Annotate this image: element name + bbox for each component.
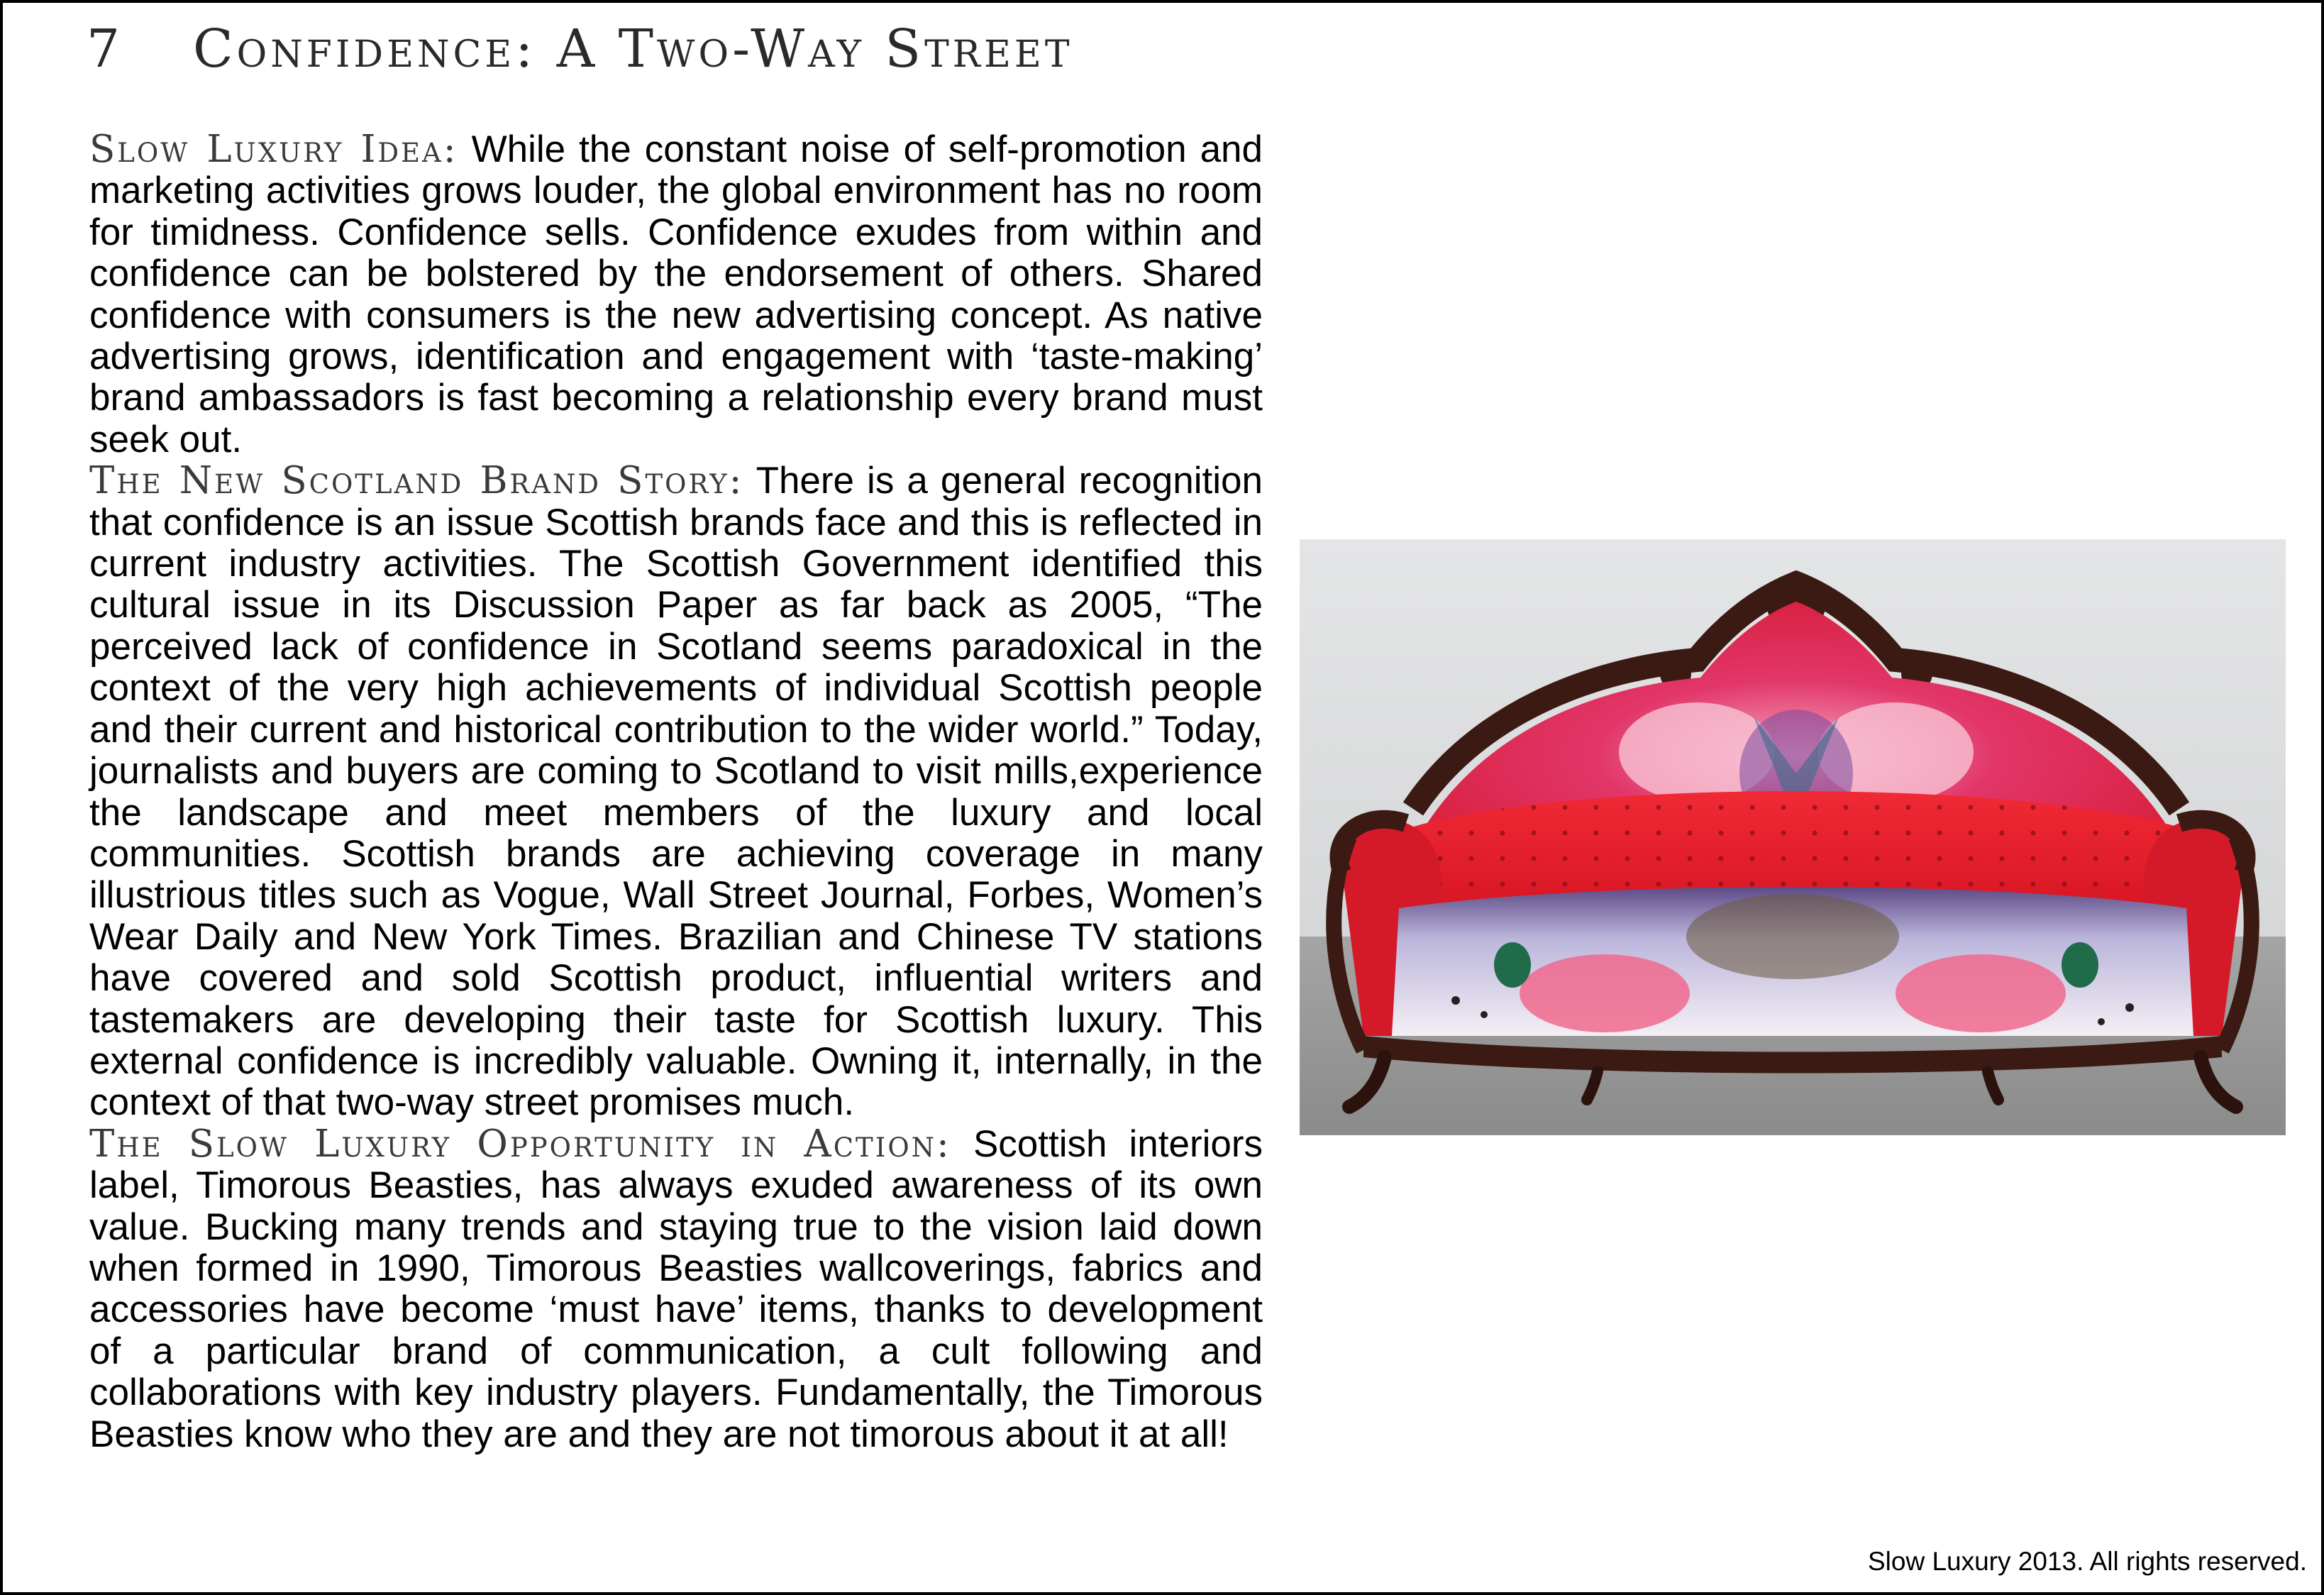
section-title: Confidence: A Two-Way Street: [193, 18, 1073, 79]
paragraph-text: Scottish interiors label, Timorous Beasties, has always exuded awareness of its own value. Bucking many trends and staying true to the vision laid down when formed in 1990, Timorous Beasties wallcoverings, fabrics and accessories have become ‘must have’ items, thanks to development of a particular brand of communication, a cult following and collaborations with key industry players. Fundamentally, the Timorous Beasties know who they are and they are not timorous about it at all!: [89, 1122, 1263, 1455]
paragraph-opportunity-in-action: [89, 1124, 1263, 1455]
paragraph-scotland-brand-story: [89, 460, 1263, 1124]
paragraph-text: There is a general recognition that confidence is an issue Scottish brands face and this is reflected in current industry activities. The Scottish Government identified this cultural issue in its Discussion Paper as far back as 2005, “The perceived lack of confidence in Scotland seems paradoxical in the context of the very high achievements of individual Scottish people and their current and historical contribution to the wider world.” Today, journalists and buyers are coming to Scotland to visit mills,experience the landscape and meet members of the luxury and local communities. Scottish brands are achieving coverage in many illustrious titles such as Vogue, Wall Street Journal, Forbes, Women’s Wear Daily and New York Times. Brazilian and Chinese TV stations have covered and sold Scottish product, influential writers and tastemakers are developing their taste for Scottish luxury. This external confidence is incredibly valuable. Owning it, internally, in the context of that two-way street promises much.: [89, 460, 1263, 1124]
paragraph-heading: Slow Luxury Idea:: [89, 128, 458, 171]
sofa-photo: [1300, 539, 2286, 1135]
article-body: [89, 129, 1263, 1455]
paragraph-slow-luxury-idea: [89, 129, 1263, 460]
paragraph-heading: The New Scotland Brand Story:: [89, 459, 744, 503]
page-title: [87, 18, 1264, 89]
paragraph-text: While the constant noise of self-promotion and marketing activities grows louder, the global environment has no room for timidness. Confidence sells. Confidence exudes from within and confidence can be bolstered by the endorsement of others. Shared confidence with consumers is the new advertising concept. As native advertising grows, identification and engagement with ‘taste-making’ brand ambassadors is fast becoming a relationship every brand must seek out.: [89, 128, 1263, 460]
copyright-footer: Slow Luxury 2013. All rights reserved.: [1867, 1547, 2307, 1576]
paragraph-heading: The Slow Luxury Opportunity in Action:: [89, 1122, 951, 1166]
section-number: 7: [87, 18, 124, 79]
